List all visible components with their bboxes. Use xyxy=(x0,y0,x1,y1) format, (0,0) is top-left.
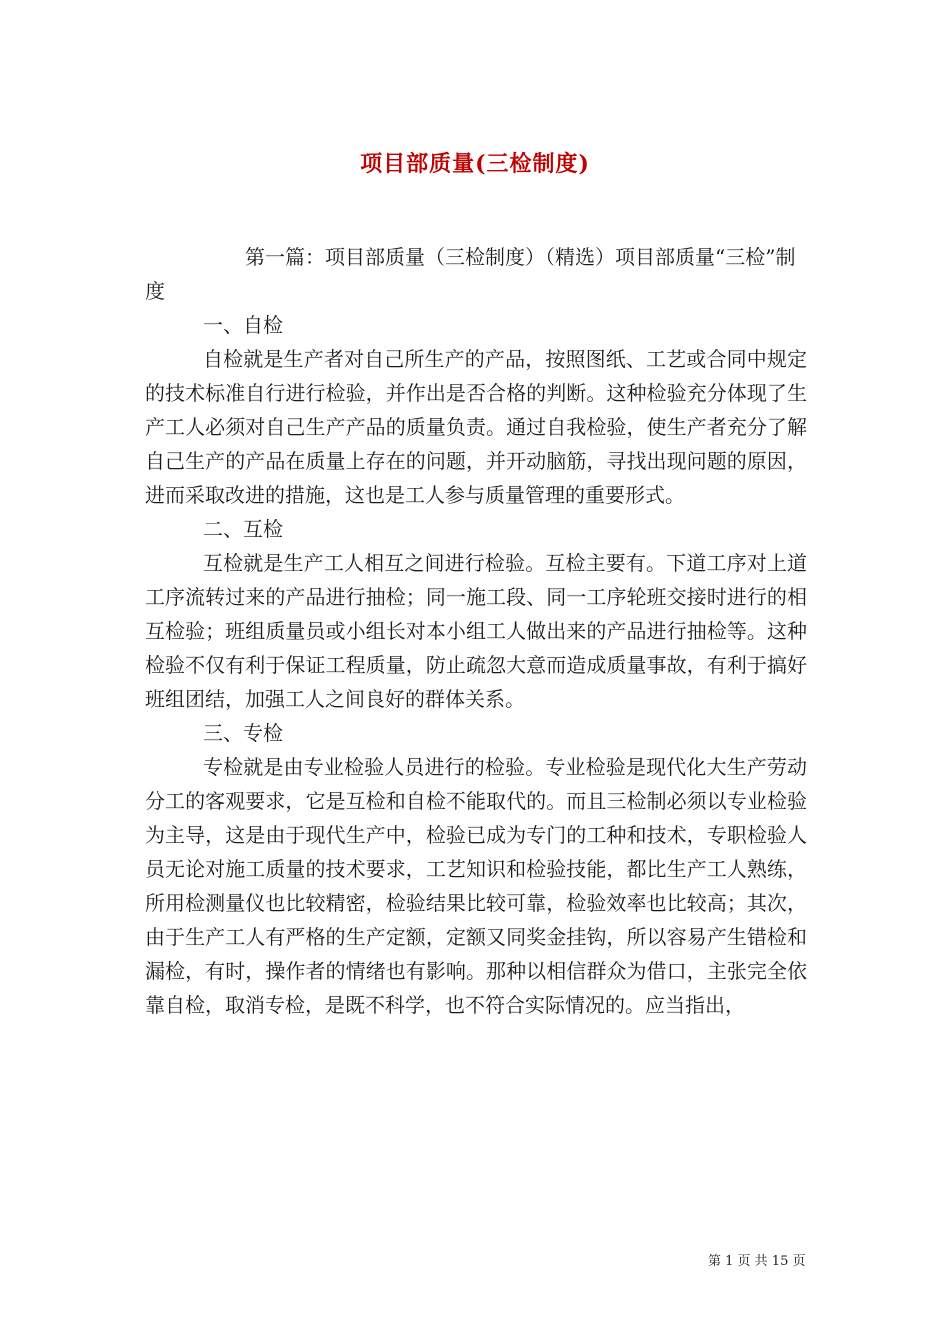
section-body-self-check: 自检就是生产者对自己所生产的产品，按照图纸、工艺或合同中规定的技术标准自行进行检验，并作出是否合格的判断。这种检验充分体现了生产工人必须对自己生产产品的质量负责。通过自我检验，使生产者充分了解自己生产的产品在质量上存在的问题，并开动脑筋，寻找出现问题的原因，进而采取改进的措施，这也是工人参与质量管理的重要形式。 xyxy=(145,347,807,507)
section-body-mutual-check: 互检就是生产工人相互之间进行检验。互检主要有。下道工序对上道工序流转过来的产品进行抽检；同一施工段、同一工序轮班交接时进行的相互检验；班组质量员或小组长对本小组工人做出来的产品进行抽检等。这种检验不仅有利于保证工程质量，防止疏忽大意而造成质量事故，有利于搞好班组团结，加强工人之间良好的群体关系。 xyxy=(145,551,807,711)
document-body xyxy=(145,240,807,1022)
section-heading-self-check: 一、自检 xyxy=(203,313,283,337)
section-heading-mutual-check: 二、互检 xyxy=(203,517,283,541)
section-body-special-check: 专检就是由专业检验人员进行的检验。专业检验是现代化大生产劳动分工的客观要求，它是互检和自检不能取代的。而且三检制必须以专业检验为主导，这是由于现代生产中，检验已成为专门的工种和技术，专职检验人员无论对施工质量的技术要求，工艺知识和检验技能，都比生产工人熟练，所用检测量仪也比较精密，检验结果比较可靠，检验效率也比较高；其次，由于生产工人有严格的生产定额，定额又同奖金挂钩，所以容易产生错检和漏检，有时，操作者的情绪也有影响。那种以相信群众为借口，主张完全依靠自检，取消专检，是既不科学，也不符合实际情况的。应当指出， xyxy=(145,755,807,1017)
document-title: 项目部质量(三检制度) xyxy=(360,150,590,177)
page-number-footer: 第 1 页 共 15 页 xyxy=(708,1254,806,1269)
section-heading-special-check: 三、专检 xyxy=(203,721,283,745)
intro-paragraph: 第一篇：项目部质量（三检制度）（精选）项目部质量“三检”制度 xyxy=(145,245,796,303)
